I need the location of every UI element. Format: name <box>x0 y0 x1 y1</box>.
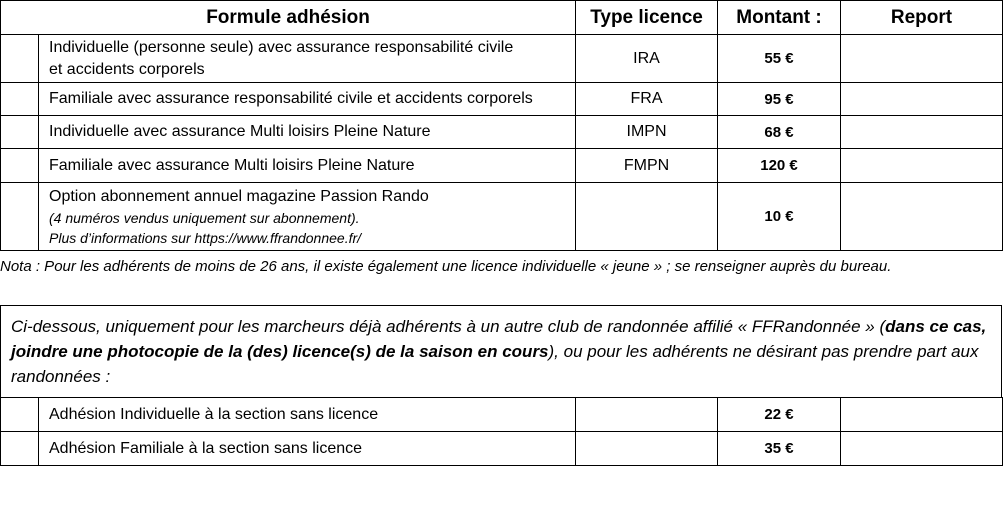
section-sans-licence <box>0 305 1002 466</box>
formule-text: Option abonnement annuel magazine Passion Rando <box>49 187 429 205</box>
formule-description <box>39 183 576 251</box>
header-montant: Montant : <box>718 1 841 35</box>
formule-description: Familiale avec assurance Multi loisirs Pleine Nature <box>39 149 576 183</box>
formule-description: Adhésion Familiale à la section sans licence <box>39 432 576 466</box>
checkbox-cell[interactable] <box>1 116 39 149</box>
formule-description: Familiale avec assurance responsabilité civile et accidents corporels <box>39 83 576 116</box>
checkbox-cell[interactable] <box>1 149 39 183</box>
report-cell[interactable] <box>841 398 1003 432</box>
report-cell[interactable] <box>841 183 1003 251</box>
amount: 22 € <box>718 398 841 432</box>
report-cell[interactable] <box>841 432 1003 466</box>
intro-bold-text: dans ce cas, joindre une photocopie de la (des) licence(s) de la saison en cours <box>11 317 987 361</box>
table-header-row <box>1 1 1003 35</box>
licence-code: FMPN <box>576 149 718 183</box>
table-row <box>1 398 1003 432</box>
website-link-text: Plus d’informations sur https://www.ffrandonnee.fr/ <box>49 229 362 246</box>
table-row <box>1 116 1003 149</box>
amount: 55 € <box>718 35 841 83</box>
amount: 95 € <box>718 83 841 116</box>
table-row <box>1 35 1003 83</box>
report-cell[interactable] <box>841 35 1003 83</box>
report-cell[interactable] <box>841 83 1003 116</box>
membership-fees-table <box>0 0 1003 251</box>
checkbox-cell[interactable] <box>1 398 39 432</box>
checkbox-cell[interactable] <box>1 83 39 116</box>
section-intro <box>0 305 1002 397</box>
amount: 10 € <box>718 183 841 251</box>
licence-code: FRA <box>576 83 718 116</box>
formule-text: et accidents corporels <box>49 60 205 78</box>
report-cell[interactable] <box>841 149 1003 183</box>
amount: 35 € <box>718 432 841 466</box>
formule-description <box>39 35 576 83</box>
table-row <box>1 183 1003 251</box>
intro-text: Ci-dessous, uniquement pour les marcheurs déjà adhérents à un autre club de randonnée affilié « FFRandonnée » ( <box>11 317 886 336</box>
checkbox-cell[interactable] <box>1 183 39 251</box>
header-formule: Formule adhésion <box>1 1 576 35</box>
checkbox-cell[interactable] <box>1 432 39 466</box>
table-row <box>1 83 1003 116</box>
report-cell[interactable] <box>841 116 1003 149</box>
licence-code <box>576 398 718 432</box>
table-row <box>1 149 1003 183</box>
header-report: Report <box>841 1 1003 35</box>
licence-code: IRA <box>576 35 718 83</box>
formule-text: Individuelle (personne seule) avec assurance responsabilité civile <box>49 38 514 56</box>
checkbox-cell[interactable] <box>1 35 39 83</box>
header-type-licence: Type licence <box>576 1 718 35</box>
table-row <box>1 432 1003 466</box>
amount: 120 € <box>718 149 841 183</box>
licence-code <box>576 432 718 466</box>
intro-text: ), ou pour les adhérents ne désirant pas prendre part aux randonnées : <box>11 342 979 386</box>
nota-text: Nota : Pour les adhérents de moins de 26 ans, il existe également une licence individuelle « jeune » ; se renseigner auprès du bureau. <box>0 258 892 275</box>
formule-subtext: (4 numéros vendus uniquement sur abonnement). <box>49 209 360 226</box>
formule-description: Adhésion Individuelle à la section sans licence <box>39 398 576 432</box>
formule-description: Individuelle avec assurance Multi loisirs Pleine Nature <box>39 116 576 149</box>
licence-code <box>576 183 718 251</box>
sans-licence-table <box>0 397 1003 466</box>
licence-code: IMPN <box>576 116 718 149</box>
amount: 68 € <box>718 116 841 149</box>
